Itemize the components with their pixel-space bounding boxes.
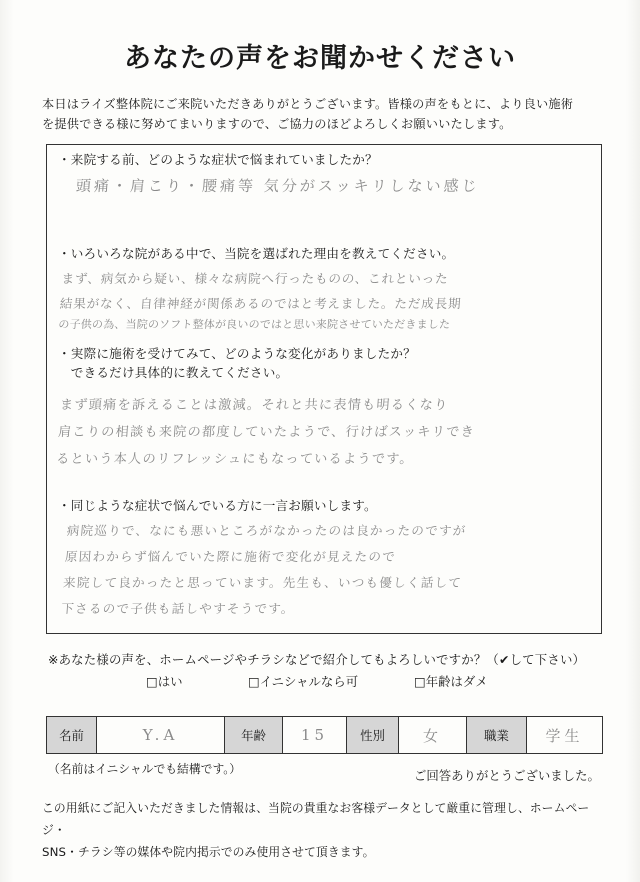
- question-symptoms: [58, 150, 378, 169]
- handwritten-line: まず、病気から疑い、様々な病院へ行ったものの、これといった: [61, 271, 450, 286]
- occupation-value[interactable]: 学生: [527, 717, 603, 754]
- handwritten-line: 結果がなく、自律神経が関係あるのではと考えました。ただ成長期: [59, 296, 462, 311]
- question-text: できるだけ具体的に教えてください。: [58, 365, 289, 380]
- question-text: ・来院する前、どのような症状で悩まれていましたか？: [58, 152, 378, 167]
- handwritten-line: まず頭痛を訴えることは激減。それと共に表情も明るくなり: [59, 398, 449, 413]
- thanks-text: ご回答ありがとうございました。: [414, 768, 600, 783]
- handwritten-line: るという本人のリフレッシュにもなっているようです。: [55, 452, 415, 467]
- handwritten-line: 病院巡りで、なにも悪いところがなかったのは良かったのですが: [66, 523, 468, 538]
- handwritten-line: 下さるので子供も話しやすそうです。: [60, 601, 296, 616]
- handwritten-line: 原因わからず悩んでいた際に施術で変化が見えたので: [64, 549, 397, 564]
- intro-line: 本日はライズ整体院にご来院いただきありがとうございます。皆様の声をもとに、より良い施術: [42, 97, 574, 111]
- handwritten-line: 頭痛・肩こり・腰痛等 気分がスッキリしない感じ: [75, 177, 481, 195]
- gender-value[interactable]: 女: [399, 717, 467, 754]
- answer-change: [55, 392, 478, 473]
- answer-message: [60, 518, 467, 622]
- intro-text: [42, 94, 602, 134]
- answer-reason: [58, 266, 465, 337]
- handwritten-line: 肩こりの相談も来院の都度していたようで、行けばスッキリでき: [57, 425, 476, 440]
- occupation-label: 職業: [467, 717, 527, 754]
- handwritten-line: の子供の為、当院のソフト整体が良いのではと思い来院させていただきました: [57, 318, 451, 331]
- question-text: ・いろいろな院がある中で、当院を選ばれた理由を教えてください。: [58, 246, 455, 261]
- name-label: 名前: [47, 717, 97, 754]
- age-value[interactable]: 15: [283, 717, 347, 754]
- respondent-info-table: [46, 716, 603, 754]
- age-label: 年齢: [225, 717, 283, 754]
- gender-label: 性別: [347, 717, 399, 754]
- consent-option-yes[interactable]: □はい: [146, 674, 183, 689]
- table-row: [47, 717, 603, 754]
- name-value[interactable]: Y.A: [97, 717, 225, 754]
- consent-option-initials[interactable]: □イニシャルなら可: [248, 674, 359, 689]
- question-text: ・同じような症状で悩んでいる方に一言お願いします。: [58, 498, 377, 513]
- question-reason: [58, 244, 454, 263]
- page-title: あなたの声をお聞かせください: [124, 43, 516, 74]
- privacy-line: この用紙にご記入いただきました情報は、当院の貴重なお客様データとして厳重に管理し、ホームページ・: [42, 801, 590, 837]
- question-message: [58, 496, 377, 515]
- consent-question: ※あなた様の声を、ホームページやチラシなどで紹介してもよろしいですか？（✔して下さい）: [48, 652, 586, 667]
- consent-option-no-age[interactable]: □年齢はダメ: [414, 674, 488, 689]
- privacy-notice: [42, 797, 610, 863]
- intro-line: を提供できる様に努めてまいりますので、ご協力のほどよろしくお願いいたします。: [42, 117, 512, 131]
- name-note: （名前はイニシャルでも結構です。）: [48, 762, 241, 776]
- handwritten-line: 来院して良かったと思っています。先生も、いつも優しく話して: [62, 575, 463, 590]
- answer-symptoms: [75, 174, 480, 199]
- privacy-line: SNS・チラシ等の媒体や院内掲示でのみ使用させて頂きます。: [42, 845, 375, 859]
- question-text: ・実際に施術を受けてみて、どのような変化がありましたか？: [58, 346, 416, 361]
- question-change: [58, 344, 416, 382]
